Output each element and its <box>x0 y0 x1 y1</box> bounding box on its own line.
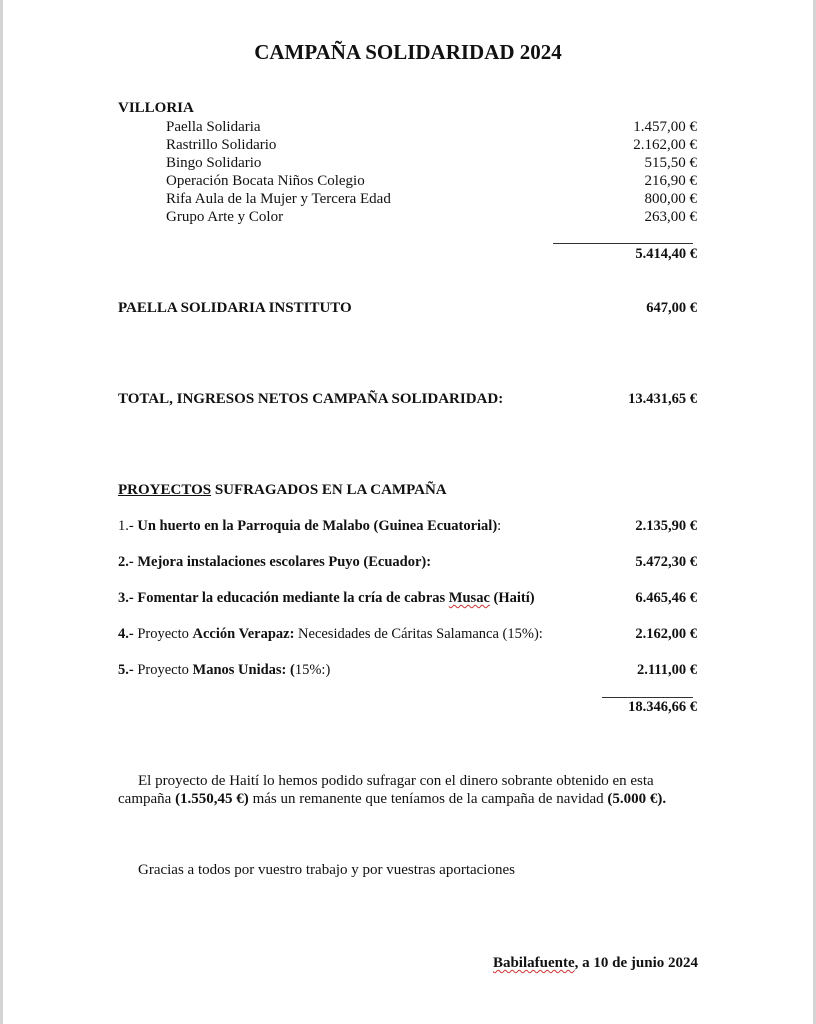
project-row-3: 3.- Fomentar la educación mediante la cría de cabras Musac (Haití) <box>118 590 535 606</box>
project-amount: 2.162,00 € <box>635 626 697 642</box>
project-amount: 6.465,46 € <box>635 590 697 606</box>
thanks-text: Gracias a todos por vuestro trabajo y por vuestras aportaciones <box>138 862 515 878</box>
projects-total-rule <box>602 697 693 698</box>
project-row-5: 5.- Proyecto Manos Unidas: (15%:) <box>118 662 331 678</box>
signature-line: Babilafuente, a 10 de junio 2024 <box>492 955 698 971</box>
project-amount: 5.472,30 € <box>635 554 697 570</box>
total-amount: 13.431,65 € <box>628 391 697 407</box>
list-item-amount: 515,50 € <box>644 155 697 171</box>
villoria-heading: VILLORIA <box>118 100 194 116</box>
projects-heading <box>118 482 447 499</box>
list-item-amount: 800,00 € <box>644 191 697 207</box>
list-item-amount: 216,90 € <box>644 173 697 189</box>
note-paragraph: El proyecto de Haití lo hemos podido sufragar con el dinero sobrante obtenido en esta campaña (1.550,45 €) más un remanente que teníamos de la campaña de navidad (5.000 €). <box>118 773 667 807</box>
signature-place: Babilafuente <box>492 955 575 971</box>
list-item-label: Rastrillo Solidario <box>166 137 277 153</box>
instituto-label: PAELLA SOLIDARIA INSTITUTO <box>118 300 352 316</box>
list-item-label: Bingo Solidario <box>166 155 262 171</box>
list-item-amount: 1.457,00 € <box>633 119 697 135</box>
project-row-1: 1.- Un huerto en la Parroquia de Malabo (Guinea Ecuatorial): <box>118 518 502 534</box>
projects-heading-rest: SUFRAGADOS EN LA CAMPAÑA <box>211 482 447 498</box>
list-item-amount: 263,00 € <box>644 209 697 225</box>
spellcheck-flagged-word: Musac <box>448 590 490 606</box>
projects-total: 18.346,66 € <box>628 699 697 715</box>
villoria-subtotal: 5.414,40 € <box>635 246 697 262</box>
list-item-label: Operación Bocata Niños Colegio <box>166 173 365 189</box>
project-amount: 2.135,90 € <box>635 518 697 534</box>
project-row-4: 4.- Proyecto Acción Verapaz: Necesidades de Cáritas Salamanca (15%): <box>118 626 543 642</box>
total-label: TOTAL, INGRESOS NETOS CAMPAÑA SOLIDARIDAD: <box>118 391 504 407</box>
list-item-amount: 2.162,00 € <box>633 137 697 153</box>
projects-heading-underlined: PROYECTOS <box>118 482 212 498</box>
list-item-label: Rifa Aula de la Mujer y Tercera Edad <box>166 191 391 207</box>
project-amount: 2.111,00 € <box>636 662 697 678</box>
page-left-edge <box>0 0 3 1024</box>
instituto-amount: 647,00 € <box>646 300 697 316</box>
list-item-label: Grupo Arte y Color <box>166 209 284 225</box>
subtotal-rule <box>553 243 693 244</box>
list-item-label: Paella Solidaria <box>166 119 261 135</box>
project-row-2: 2.- Mejora instalaciones escolares Puyo (Ecuador): <box>118 554 432 570</box>
document-title: CAMPAÑA SOLIDARIDAD 2024 <box>254 40 562 64</box>
